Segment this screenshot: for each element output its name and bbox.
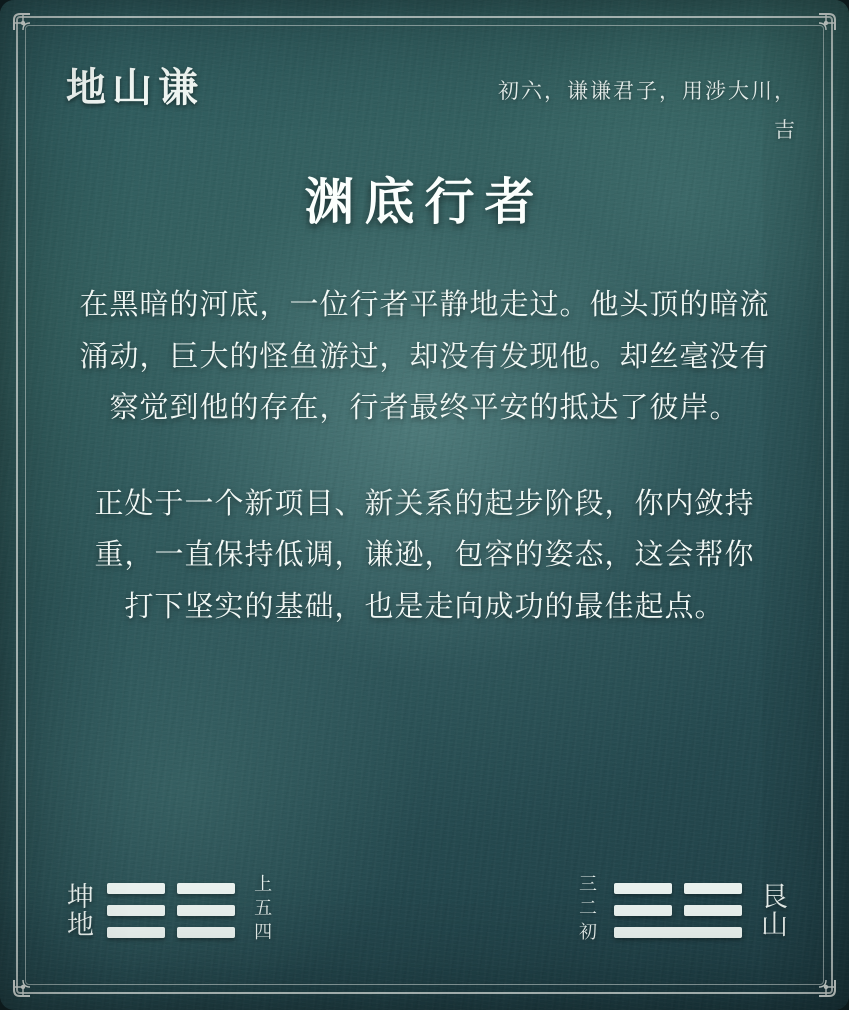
lower-trigram-group [62, 874, 275, 946]
upper-trigram-name: 艮山 [757, 882, 787, 938]
yao-line [614, 927, 742, 938]
hexagram-name: 地山谦 [66, 65, 204, 110]
corner-ornament-icon [793, 10, 839, 56]
upper-trigram-group [574, 874, 787, 946]
corner-ornament-icon [10, 10, 56, 56]
hexagram-line-text: 初六，谦谦君子，用涉大川，吉 [498, 79, 797, 142]
upper-trigram-positions: 三二初 [576, 874, 597, 946]
upper-trigram-lines [614, 883, 742, 938]
yao-line [614, 883, 742, 894]
interpretation-paragraph-2: 正处于一个新项目、新关系的起步阶段，你内敛持重，一直保持低调，谦逊，包容的姿态，这会帮你打下坚实的基础，也是走向成功的最佳起点。 [94, 487, 755, 624]
interpretation-paragraph-1: 在黑暗的河底，一位行者平静地走过。他头顶的暗流涌动，巨大的怪鱼游过，却没有发现他。却丝毫没有察觉到他的存在，行者最终平安的抵达了彼岸。 [79, 289, 770, 425]
corner-ornament-icon [10, 954, 56, 1000]
corner-ornament-icon [793, 954, 839, 1000]
trigram-footer [62, 874, 787, 946]
lower-trigram-lines [107, 883, 235, 938]
lower-trigram-name: 坤地 [63, 882, 94, 938]
yao-line [107, 883, 235, 894]
lower-trigram-positions: 上五四 [252, 874, 273, 946]
yao-line [107, 927, 235, 938]
card-header [52, 52, 797, 148]
yao-line [107, 905, 235, 916]
page-title: 渊底行者 [304, 174, 545, 230]
yao-line [614, 905, 742, 916]
card-content [52, 52, 797, 958]
